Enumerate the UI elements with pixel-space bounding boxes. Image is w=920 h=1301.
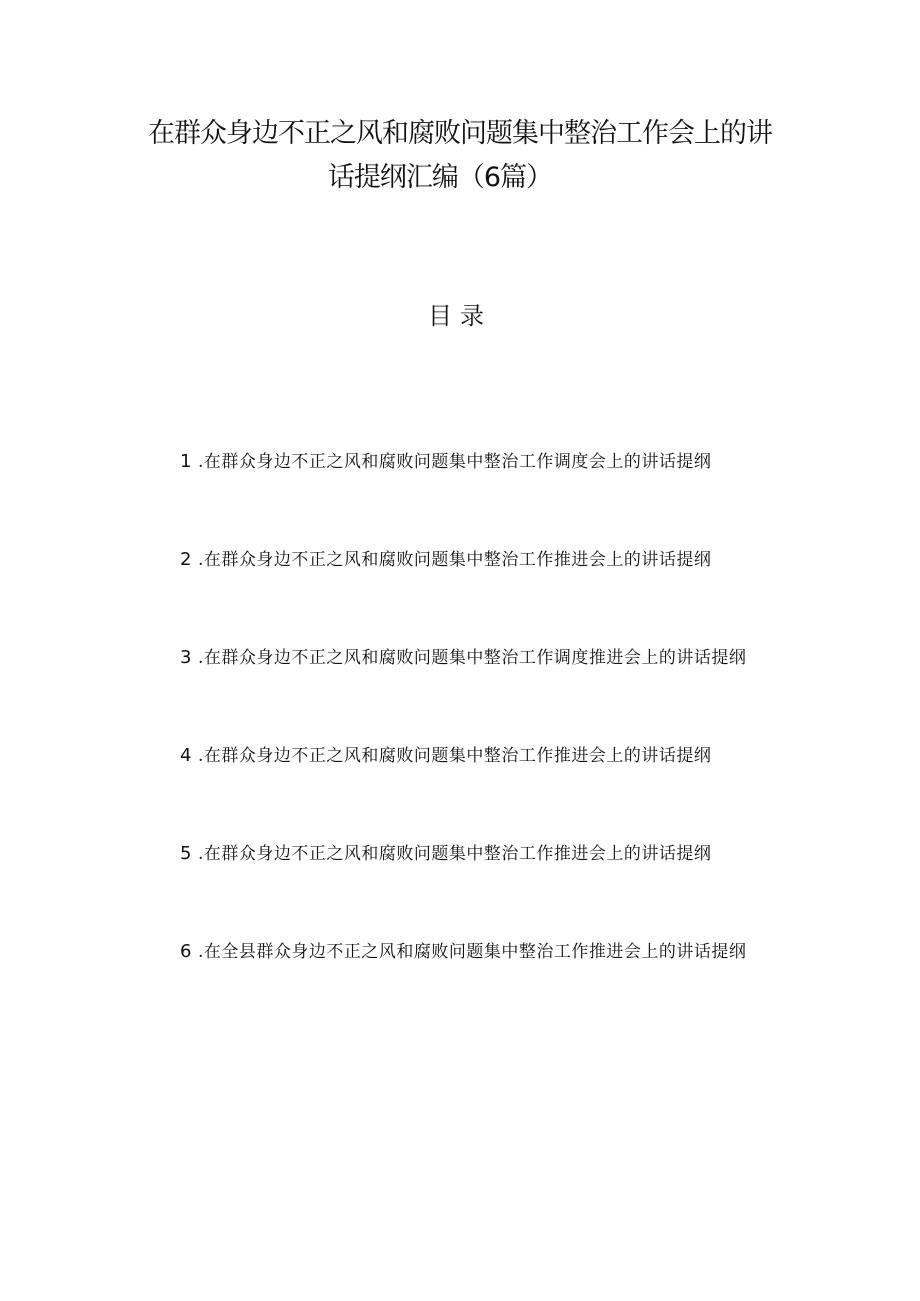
toc-item-3[interactable] (140, 634, 780, 732)
toc-item-number: 3 (180, 647, 192, 668)
toc-item-number: 4 (180, 745, 192, 766)
document-title-line-2: 话提纲汇编（6篇） (327, 162, 553, 193)
toc-item-5[interactable] (140, 830, 780, 928)
toc-item-2[interactable] (140, 536, 780, 634)
toc-item-number: 6 (180, 941, 192, 962)
document-title (0, 112, 920, 200)
toc-item-number: 5 (180, 843, 192, 864)
toc-item-6[interactable] (140, 928, 780, 1026)
toc-item-text: .在群众身边不正之风和腐败问题集中整治工作推进会上的讲话提纲 (197, 550, 712, 570)
toc-item-number: 2 (180, 549, 192, 570)
toc-item-text: .在群众身边不正之风和腐败问题集中整治工作调度推进会上的讲话提纲 (197, 648, 747, 668)
toc-item-text: .在群众身边不正之风和腐败问题集中整治工作调度会上的讲话提纲 (197, 452, 712, 472)
toc-item-text: .在群众身边不正之风和腐败问题集中整治工作推进会上的讲话提纲 (197, 746, 712, 766)
toc-heading: 目录 (428, 302, 492, 330)
toc-item-1[interactable] (140, 438, 780, 536)
toc-item-text: .在全县群众身边不正之风和腐败问题集中整治工作推进会上的讲话提纲 (197, 942, 747, 962)
document-title-line-1: 在群众身边不正之风和腐败问题集中整治工作会上的讲 (148, 118, 772, 149)
toc-item-4[interactable] (140, 732, 780, 830)
table-of-contents (140, 438, 780, 1026)
toc-item-number: 1 (180, 451, 192, 472)
toc-item-text: .在群众身边不正之风和腐败问题集中整治工作推进会上的讲话提纲 (197, 844, 712, 864)
